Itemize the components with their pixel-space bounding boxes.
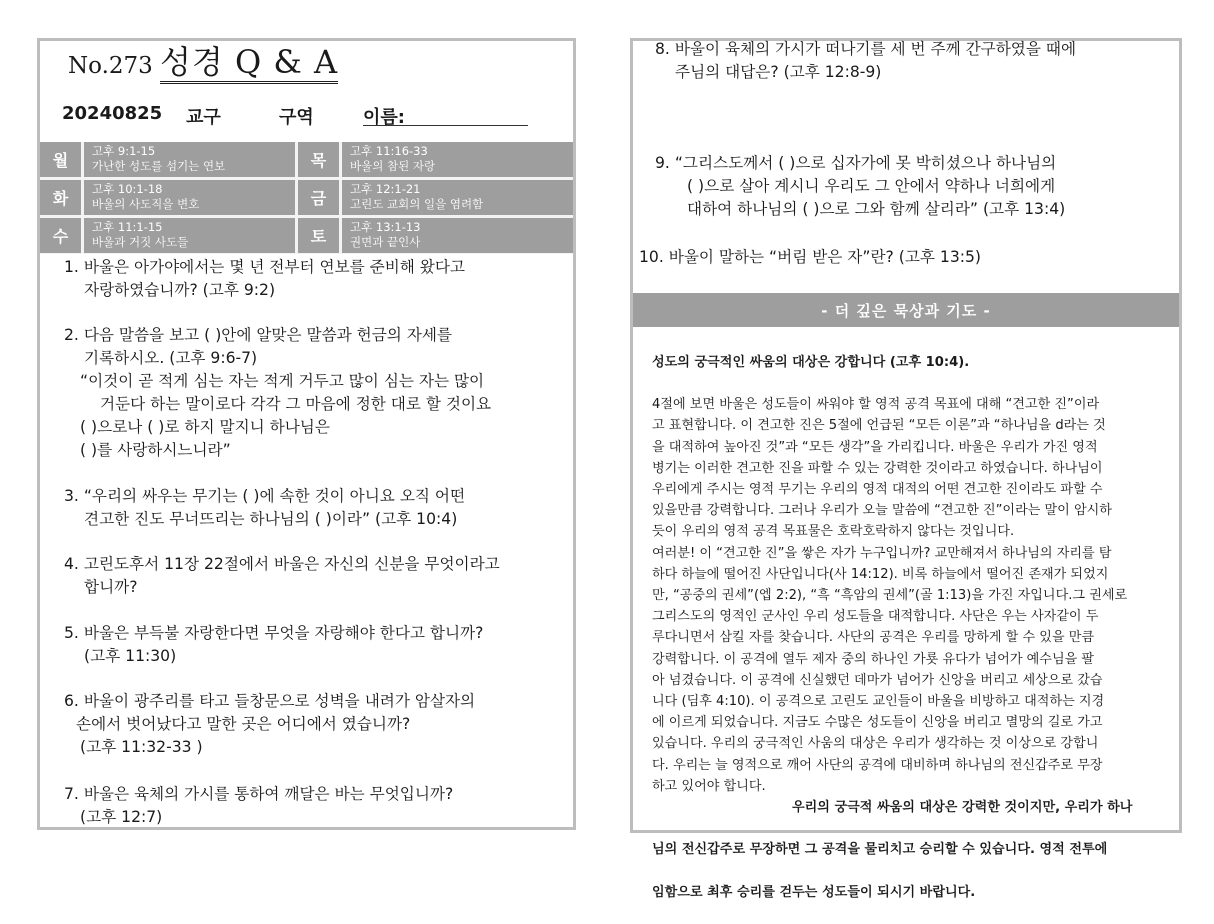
- devotion-paragraph: 4절에 보면 바울은 성도들이 싸워야 할 영적 공격 목표에 대해 “견고한 진”이라 고 표현합니다. 이 견고한 진은 5절에 언급된 “모든 이론”과 “하나님을 d라는 것 을 대적하여 높아진 것”과 “모든 생각”을 가리킵니다. 바울은 우리가 가진 영적 병기는 이러한 견고한 진을 파할 수 있는 강력한 것이라고 하였습니다. 하나님이 우리에게 주시는 영적 무기는 우리의 영적 대적의 어떤 견고한 진이라도 파할 수 있을만큼 강력합니다. 그러나 우리가 오늘 말씀에 “견고한 진”이라는 말이 암시하 듯이 우리의 영적 공격 목표물은 호락호락하지 않다는 것입니다. 여러분! 이 “견고한 진”을 쌓은 자가 누구입니까? 교만해져서 하나님의 자리를 탐 하다 하늘에 떨어진 사단입니다(사 14:12). 비록 하늘에서 떨어진 존재가 되었지 만, “공중의 권세”(엡 2:2), “흑 “흑암의 권세”(골 1:13)을 가진 자입니다.그 권세로 그리스도의 영적인 군사인 우리 성도들을 대적합니다. 사단은 우는 사자같이 두 루다니면서 삼킬 자를 찾습니다. 사단의 공격은 우리를 망하게 할 수 있을 만큼 강력합니다. 이 공격에 열두 제자 중의 하나인 가룟 유다가 넘어가 예수님을 팔 아 넘겼습니다. 이 공격에 신실했던 데마가 넘어가 신앙을 버리고 세상으로 갔습 니다 (딤후 4:10). 이 공격으로 고린도 교인들이 바울을 비방하고 대적하는 지경 에 이르게 되었습니다. 지금도 수많은 성도들이 신앙을 버리고 멸망의 길로 가고 있습니다. 우리의 궁극적인 사움의 대상은 우리가 생각하는 것 이상으로 강합니 다. 우리는 늘 영적으로 깨어 사단의 공격에 대비하며 하나님의 전신갑주로 무장 하고 있어야 합니다.: [652, 397, 1128, 794]
- devotion-closing-line: 님의 전신갑주로 무장하면 그 공격을 물리치고 승리할 수 있습니다. 영적 전투에: [652, 842, 1108, 858]
- day-label: 토: [298, 218, 339, 253]
- question-text: 대하여 하나님의 ( )으로 그와 함께 살리라” (고후 13:4): [687, 200, 1066, 218]
- question-text: (고후 11:30): [84, 647, 177, 665]
- question-text: 5. 바울은 부득불 자랑한다면 무엇을 자랑해야 한다고 합니까?: [64, 624, 484, 642]
- schedule-row: [40, 142, 573, 177]
- schedule-reading: [84, 218, 295, 253]
- devotion-body: [652, 331, 1160, 924]
- question-text: 4. 고린도후서 11장 22절에서 바울은 자신의 신분을 무엇이라고: [64, 555, 500, 573]
- question-text: 견고한 진도 무너뜨리는 하나님의 ( )이라” (고후 10:4): [84, 510, 458, 528]
- reading-topic: 권면과 끝인사: [350, 235, 421, 249]
- question-text: 1. 바울은 아가야에서는 몇 년 전부터 연보를 준비해 왔다고: [64, 258, 465, 276]
- name-label: 이름:: [363, 107, 405, 128]
- question-text: 8. 바울이 육체의 가시가 떠나기를 세 번 주께 간구하였을 때에: [655, 40, 1077, 58]
- question-text: 자랑하였습니까? (고후 9:2): [84, 281, 276, 299]
- devotion-closing-inline: 우리의 궁극적 싸움의 대상은 강력한 것이지만, 우리가 하나: [792, 799, 1133, 815]
- schedule-reading: [84, 142, 295, 177]
- question-text: 합니까?: [84, 578, 138, 596]
- quote-line: ( )를 사랑하시느니라”: [80, 441, 231, 459]
- schedule-reading: [342, 180, 573, 215]
- schedule-row: [40, 218, 573, 253]
- reading-ref: 고후 9:1-15: [92, 144, 156, 158]
- left-page: [37, 38, 576, 830]
- question-text: 3. “우리의 싸우는 무기는 ( )에 속한 것이 아니요 오직 어떤: [64, 487, 466, 505]
- question-4: [64, 553, 500, 599]
- devotion-banner: - 더 깊은 묵상과 기도 -: [633, 293, 1179, 327]
- question-5: [64, 622, 483, 668]
- day-label: 수: [40, 218, 81, 253]
- schedule-reading: [342, 142, 573, 177]
- question-2-quote: [80, 370, 491, 462]
- day-label: 화: [40, 180, 81, 215]
- question-10: [639, 246, 981, 269]
- question-7: [64, 783, 453, 829]
- question-text: (고후 12:7): [80, 808, 163, 826]
- quote-line: 거둔다 하는 말이로다 각각 그 마음에 정한 대로 할 것이요: [100, 395, 492, 413]
- question-text: ( )으로 살아 계시니 우리도 그 안에서 약하나 너희에게: [687, 177, 1056, 195]
- schedule-reading: [84, 180, 295, 215]
- page-title: 성경 Q & A: [160, 43, 338, 84]
- date: 20240825: [62, 103, 163, 124]
- question-text: 7. 바울은 육체의 가시를 통하여 깨달은 바는 무엇입니까?: [64, 785, 454, 803]
- district-label: 교구: [186, 107, 221, 128]
- question-8: [655, 38, 1076, 84]
- day-label: 금: [298, 180, 339, 215]
- question-2: [64, 324, 452, 370]
- name-blank-line: [363, 125, 528, 126]
- question-text: 기록하시오. (고후 9:6-7): [84, 349, 258, 367]
- reading-schedule: [40, 142, 573, 254]
- reading-topic: 바울과 거짓 사도들: [92, 235, 189, 249]
- question-3: [64, 485, 465, 531]
- reading-ref: 고후 10:1-18: [92, 182, 163, 196]
- question-text: 손에서 벗어났다고 말한 곳은 어디에서 였습니까?: [76, 715, 411, 733]
- day-label: 목: [298, 142, 339, 177]
- reading-ref: 고후 12:1-21: [350, 182, 421, 196]
- question-text: 주님의 대답은? (고후 12:8-9): [675, 63, 882, 81]
- reading-ref: 고후 13:1-13: [350, 220, 421, 234]
- quote-line: ( )으로나 ( )로 하지 말지니 하나님은: [80, 418, 330, 436]
- reading-topic: 가난한 성도를 섬기는 연보: [92, 159, 226, 173]
- reading-topic: 바울의 사도직을 변호: [92, 197, 200, 211]
- question-text: 9. “그리스도께서 ( )으로 십자가에 못 박히셨으나 하나님의: [655, 154, 1057, 172]
- devotion-closing-line: 임함으로 최후 승리를 걷두는 성도들이 되시기 바랍니다.: [652, 884, 976, 900]
- question-9: [655, 152, 1065, 221]
- reading-topic: 고린도 교회의 일을 염려함: [350, 197, 484, 211]
- schedule-row: [40, 180, 573, 215]
- question-text: (고후 11:32-33 ): [80, 738, 203, 756]
- right-page: [630, 38, 1182, 900]
- schedule-reading: [342, 218, 573, 253]
- question-1: [64, 256, 465, 302]
- question-text: 10. 바울이 말하는 “버림 받은 자”란? (고후 13:5): [639, 248, 982, 266]
- quote-line: “이것이 곧 적게 심는 자는 적게 거두고 많이 심는 자는 많이: [80, 372, 485, 390]
- issue-number: No.273: [68, 53, 153, 79]
- day-label: 월: [40, 142, 81, 177]
- reading-topic: 바울의 참된 자랑: [350, 159, 436, 173]
- reading-ref: 고후 11:16-33: [350, 144, 428, 158]
- zone-label: 구역: [279, 107, 314, 128]
- question-text: 2. 다음 말씀을 보고 ( )안에 알맞은 말씀과 헌금의 자세를: [64, 326, 452, 344]
- question-6: [64, 690, 475, 759]
- question-text: 6. 바울이 광주리를 타고 들창문으로 성벽을 내려가 암살자의: [64, 692, 476, 710]
- devotion-heading: 성도의 궁극적인 싸움의 대상은 강합니다 (고후 10:4).: [652, 355, 970, 371]
- reading-ref: 고후 11:1-15: [92, 220, 163, 234]
